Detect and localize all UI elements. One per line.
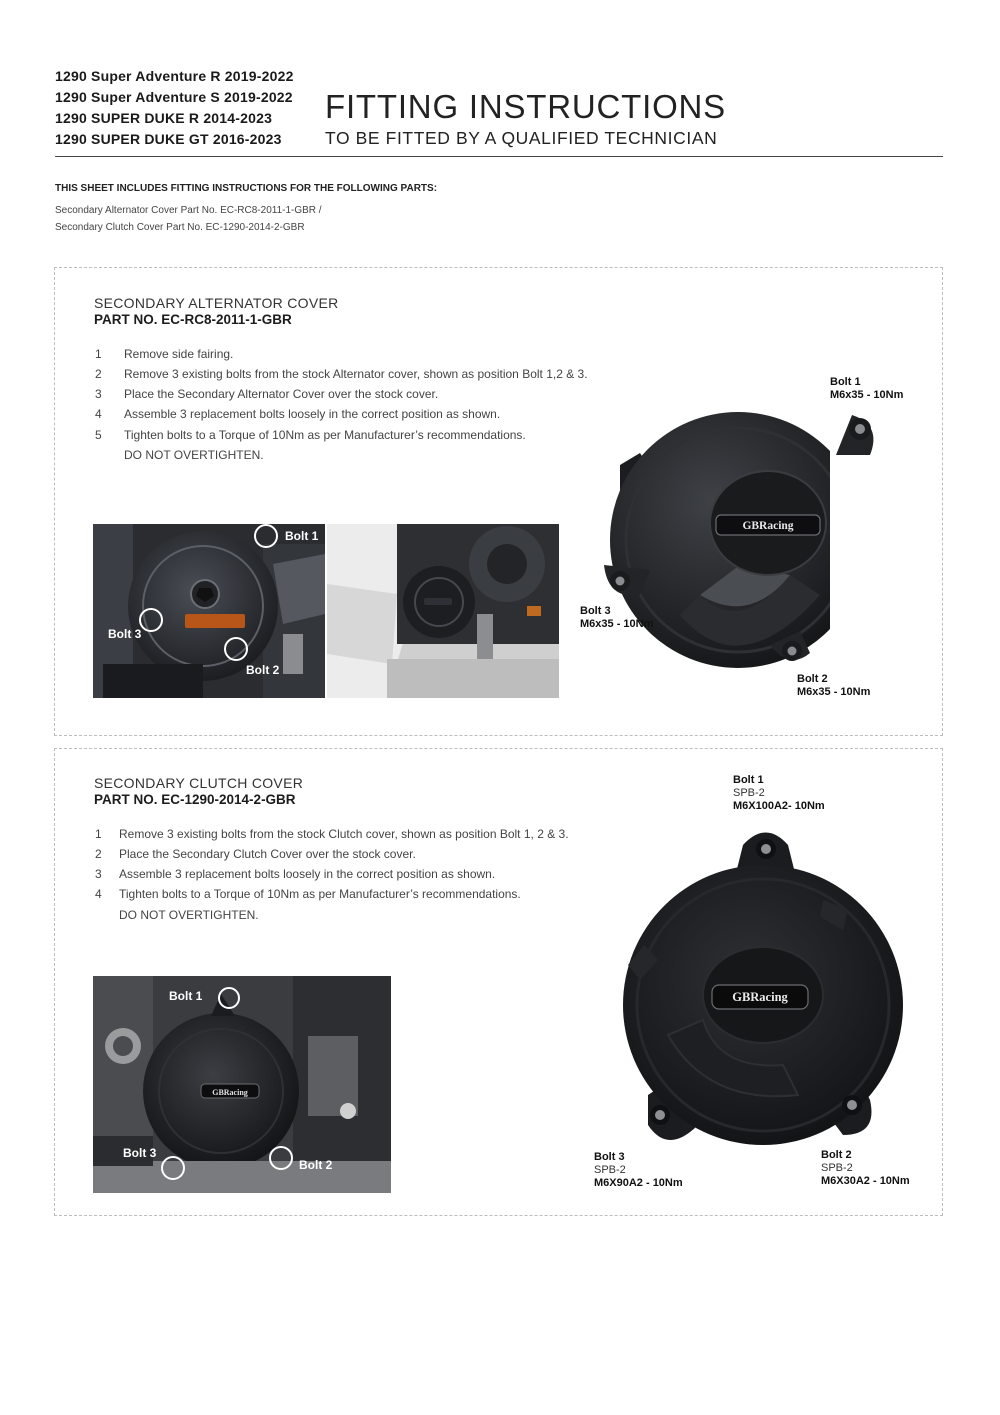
bolt-spec: M6X30A2 - 10Nm [821, 1175, 910, 1187]
header-divider [55, 156, 943, 157]
bolt-head-icon [616, 577, 625, 586]
step-text: Tighten bolts to a Torque of 10Nm as per Manufacturer’s recommendations. [119, 887, 521, 901]
model-line: 1290 SUPER DUKE GT 2016-2023 [55, 131, 282, 147]
warning-text: DO NOT OVERTIGHTEN. [124, 448, 264, 462]
gbracing-logo: GBRacing [732, 990, 788, 1004]
bolt-callout-3 [594, 1151, 683, 1190]
step-text: Remove side fairing. [124, 347, 234, 361]
included-part: Secondary Clutch Cover Part No. EC-1290-2014-2-GBR [55, 222, 305, 233]
bolt-spec: M6X100A2- 10Nm [733, 800, 825, 812]
bolt-head-icon [761, 844, 771, 854]
bolt-head-icon [847, 1100, 857, 1110]
step-number: 2 [95, 847, 102, 861]
bolt-callout-1 [733, 774, 825, 813]
photo-bolt-label: Bolt 1 [169, 989, 203, 1003]
bolt-callout-1 [830, 376, 903, 402]
step-text: Remove 3 existing bolts from the stock Alternator cover, shown as position Bolt 1,2 & 3. [124, 367, 588, 381]
bolt-spec: M6x35 - 10Nm [797, 686, 871, 698]
step-number: 2 [95, 367, 102, 381]
photo-bolt-label: Bolt 1 [285, 529, 319, 543]
bolt-spec: M6x35 - 10Nm [580, 618, 654, 630]
step-number: 1 [95, 827, 102, 841]
page-subtitle: TO BE FITTED BY A QUALIFIED TECHNICIAN [325, 128, 718, 148]
alternator-stock-photo [93, 524, 325, 698]
alternator-bolt-lugs [590, 395, 890, 685]
bolt-callout-2 [821, 1149, 910, 1188]
alternator-section-title: SECONDARY ALTERNATOR COVER [94, 295, 339, 311]
photo-bolt-label: Bolt 3 [123, 1146, 157, 1160]
model-line: 1290 Super Adventure S 2019-2022 [55, 89, 293, 105]
step-text: Assemble 3 replacement bolts loosely in the correct position as shown. [124, 407, 501, 421]
model-line: 1290 SUPER DUKE R 2014-2023 [55, 110, 273, 126]
gbracing-logo: GBRacing [742, 520, 794, 532]
bolt-head-icon [788, 647, 797, 656]
step-text: Place the Secondary Clutch Cover over the stock cover. [119, 847, 416, 861]
bolt-name: Bolt 3 [594, 1151, 625, 1163]
step-number: 4 [95, 887, 102, 901]
step-number: 3 [95, 867, 102, 881]
clutch-section-title: SECONDARY CLUTCH COVER [94, 775, 304, 791]
alternator-fitted-photo [327, 524, 559, 698]
step-number: 1 [95, 347, 102, 361]
bolt-callout-3 [580, 605, 653, 631]
step-number: 5 [95, 428, 102, 442]
clutch-cover-render [608, 825, 918, 1155]
photo-bolt-label: Bolt 2 [246, 663, 280, 677]
gbracing-logo: GBRacing [212, 1088, 248, 1097]
step-number: 4 [95, 407, 102, 421]
included-part: Secondary Alternator Cover Part No. EC-RC8-2011-1-GBR / [55, 205, 322, 216]
alternator-part-number: PART NO. EC-RC8-2011-1-GBR [94, 312, 292, 327]
clutch-part-number: PART NO. EC-1290-2014-2-GBR [94, 792, 296, 807]
step-text: Remove 3 existing bolts from the stock Clutch cover, shown as position Bolt 1, 2 & 3. [119, 827, 569, 841]
step-text: Assemble 3 replacement bolts loosely in the correct position as shown. [119, 867, 496, 881]
bolt-type: SPB-2 [733, 787, 765, 799]
bolt-spec: M6x35 - 10Nm [830, 389, 904, 401]
bolt-head-icon [855, 424, 865, 434]
bolt-head-icon [655, 1110, 665, 1120]
step-text: Place the Secondary Alternator Cover over the stock cover. [124, 387, 439, 401]
warning-text: DO NOT OVERTIGHTEN. [119, 908, 259, 922]
photo-bolt-label: Bolt 3 [108, 627, 142, 641]
bolt-name: Bolt 1 [733, 774, 764, 786]
bolt-type: SPB-2 [821, 1162, 853, 1174]
bolt-name: Bolt 3 [580, 605, 611, 617]
clutch-fitted-photo [93, 976, 391, 1193]
model-list [55, 66, 294, 150]
photo-bolt-label: Bolt 2 [299, 1158, 333, 1172]
includes-heading: THIS SHEET INCLUDES FITTING INSTRUCTIONS FOR THE FOLLOWING PARTS: [55, 183, 438, 194]
step-number: 3 [95, 387, 102, 401]
bolt-name: Bolt 2 [797, 673, 828, 685]
bolt-name: Bolt 1 [830, 376, 861, 388]
bolt-spec: M6X90A2 - 10Nm [594, 1177, 683, 1189]
bolt-type: SPB-2 [594, 1164, 626, 1176]
step-text: Tighten bolts to a Torque of 10Nm as per Manufacturer’s recommendations. [124, 428, 526, 442]
page-title: FITTING INSTRUCTIONS [325, 88, 726, 125]
bolt-callout-2 [797, 673, 870, 699]
bolt-name: Bolt 2 [821, 1149, 852, 1161]
model-line: 1290 Super Adventure R 2019-2022 [55, 68, 294, 84]
